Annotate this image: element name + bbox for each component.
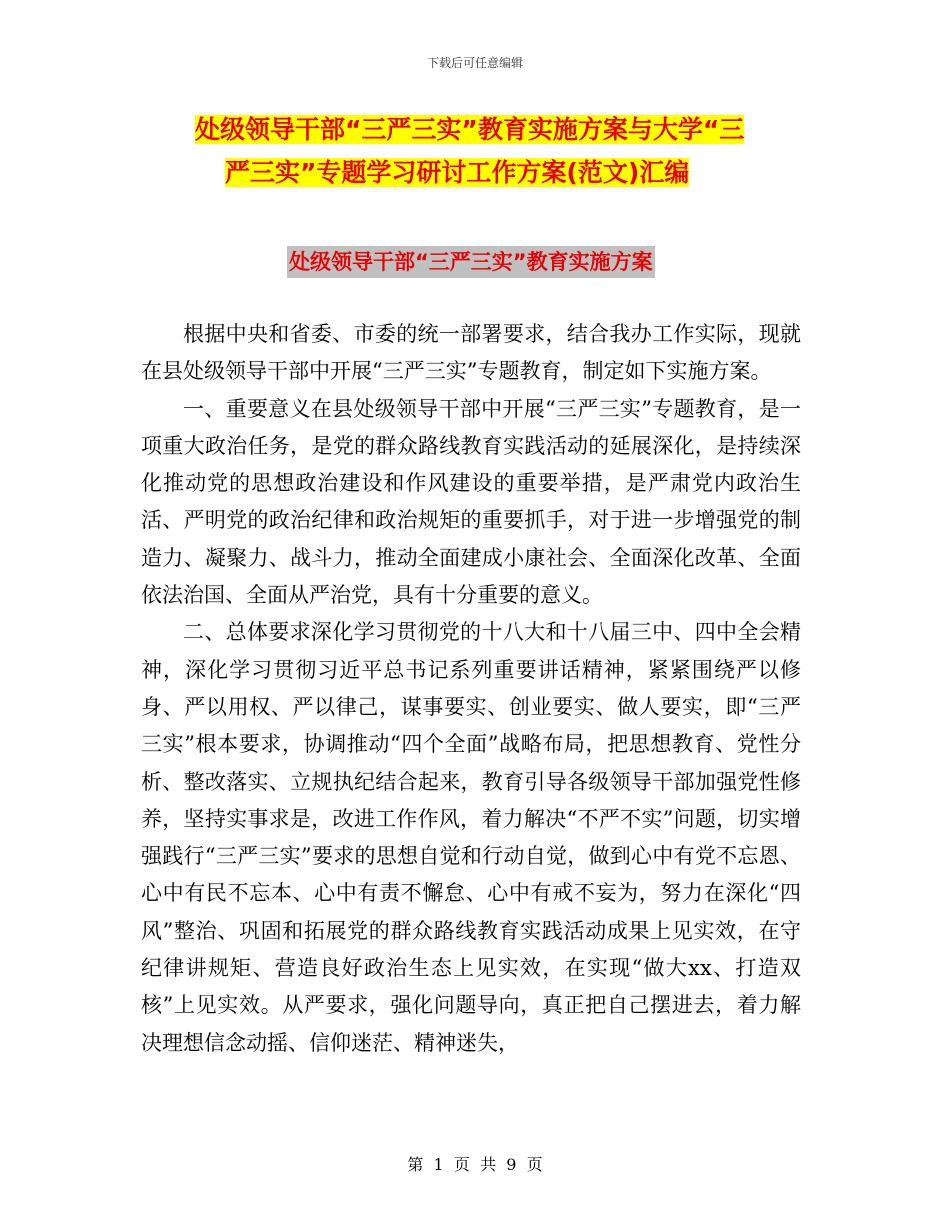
paragraph-significance: 一、重要意义在县处级领导干部中开展“三严三实”专题教育，是一项重大政治任务，是党的群众路线教育实践活动的延展深化，是持续深化推动党的思想政治建设和作风建设的重要举措，是严肃党内政治生活、严明党的政治纪律和政治规矩的重要抓手，对于进一步增强党的制造力、凝聚力、战斗力，推动全面建成小康社会、全面深化改革、全面依法治国、全面从严治党，具有十分重要的意义。 (141, 396, 801, 608)
document-title-line-1: 处级领导干部“三严三实”教育实施方案与大学“三 (195, 115, 745, 144)
document-title (150, 108, 810, 194)
page-number-footer: 第 1 页 共 9 页 (407, 1155, 543, 1174)
page-header-note: 下载后可任意编辑 (426, 56, 523, 70)
paragraph-requirements: 二、总体要求深化学习贯彻党的十八大和十八届三中、四中全会精神，深化学习贯彻习近平总书记系列重要讲话精神，紧紧围绕严以修身、严以用权、严以律己，谋事要实、创业要实、做人要实，即“三严三实”根本要求，协调推动“四个全面”战略布局，把思想教育、党性分析、整改落实、立规执纪结合起来，教育引导各级领导干部加强党性修养，坚持实事求是，改进工作作风，着力解决“不严不实”问题，切实增强践行“三严三实”要求的思想自觉和行动自觉，做到心中有党不忘恩、心中有民不忘本、心中有责不懈怠、心中有戒不妄为，努力在深化“四风”整治、巩固和拓展党的群众路线教育实践活动成果上见实效，在守纪律讲规矩、营造良好政治生态上见实效，在实现“做大xx、打造双核”上见实效。从严要求，强化问题导向，真正把自己摆进去，着力解决理想信念动摇、信仰迷茫、精神迷失， (141, 620, 801, 1055)
section-title: 处级领导干部“三严三实”教育实施方案 (287, 246, 655, 278)
document-title-line-2: 严三实”专题学习研讨工作方案(范文)汇编 (225, 158, 690, 187)
document-body (141, 316, 801, 1062)
paragraph-intro: 根据中央和省委、市委的统一部署要求，结合我办工作实际，现就在县处级领导干部中开展“三严三实”专题教育，制定如下实施方案。 (141, 322, 801, 384)
